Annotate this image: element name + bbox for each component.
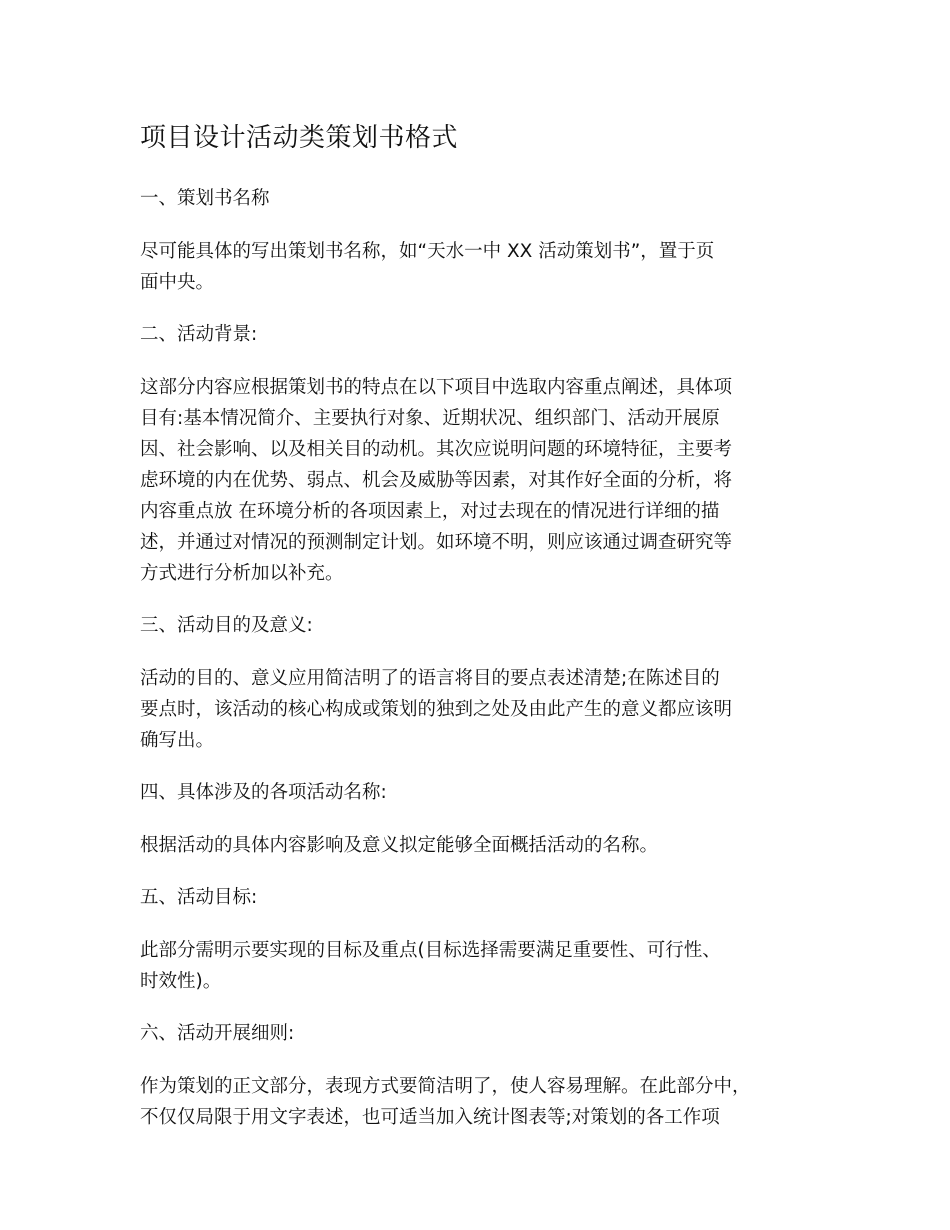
paragraph-line: 此部分需明示要实现的目标及重点(目标选择需要满足重要性、可行性、 (140, 940, 721, 961)
paragraph-line: 作为策划的正文部分，表现方式要简洁明了，使人容易理解。在此部分中， (140, 1076, 751, 1097)
paragraph-line: 不仅仅局限于用文字表述，也可适当加入统计图表等;对策划的各工作项 (140, 1107, 720, 1128)
document-page (140, 118, 840, 1155)
paragraph-line: 活动的目的、意义应用简洁明了的语言将目的要点表述清楚;在陈述目的 (140, 668, 720, 689)
section-heading: 三、活动目的及意义: (140, 615, 313, 636)
paragraph-line: 目有:基本情况简介、主要执行对象、近期状况、组织部门、活动开展原 (140, 408, 720, 429)
document-title: 项目设计活动类策划书格式 (140, 123, 459, 153)
section-background (140, 320, 840, 589)
paragraph-line: 面中央。 (140, 272, 215, 293)
section-heading: 二、活动背景: (140, 324, 258, 345)
section-paragraph (140, 236, 840, 298)
section-paragraph (140, 663, 840, 756)
section-goals (140, 883, 840, 997)
section-heading: 一、策划书名称 (140, 188, 270, 209)
paragraph-line: 方式进行分析加以补充。 (140, 563, 344, 584)
paragraph-line: 要点时，该活动的核心构成或策划的独到之处及由此产生的意义都应该明 (140, 699, 733, 720)
paragraph-line: 因、社会影响、以及相关目的动机。其次应说明问题的环境特征，主要考 (140, 439, 733, 460)
section-paragraph (140, 830, 840, 861)
section-purpose (140, 611, 840, 756)
section-details (140, 1019, 840, 1133)
paragraph-line: 述，并通过对情况的预测制定计划。如环境不明，则应该通过调查研究等 (140, 532, 733, 553)
paragraph-line: 时效性)。 (140, 971, 222, 992)
section-name (140, 184, 840, 298)
section-activity-names (140, 778, 840, 861)
section-heading: 四、具体涉及的各项活动名称: (140, 782, 387, 803)
section-paragraph (140, 1071, 840, 1133)
paragraph-line: 虑环境的内在优势、弱点、机会及威胁等因素，对其作好全面的分析，将 (140, 470, 733, 491)
paragraph-line: 确写出。 (140, 730, 215, 751)
section-heading: 六、活动开展细则: (140, 1023, 295, 1044)
paragraph-line: 根据活动的具体内容影响及意义拟定能够全面概括活动的名称。 (140, 835, 659, 856)
paragraph-line: 内容重点放 在环境分析的各项因素上，对过去现在的情况进行详细的描 (140, 501, 720, 522)
paragraph-line: 尽可能具体的写出策划书名称，如“天水一中 XX 活动策划书”，置于页 (140, 241, 715, 262)
section-heading: 五、活动目标: (140, 887, 258, 908)
section-paragraph (140, 935, 840, 997)
paragraph-line: 这部分内容应根据策划书的特点在以下项目中选取内容重点阐述，具体项 (140, 377, 733, 398)
section-paragraph (140, 372, 840, 589)
